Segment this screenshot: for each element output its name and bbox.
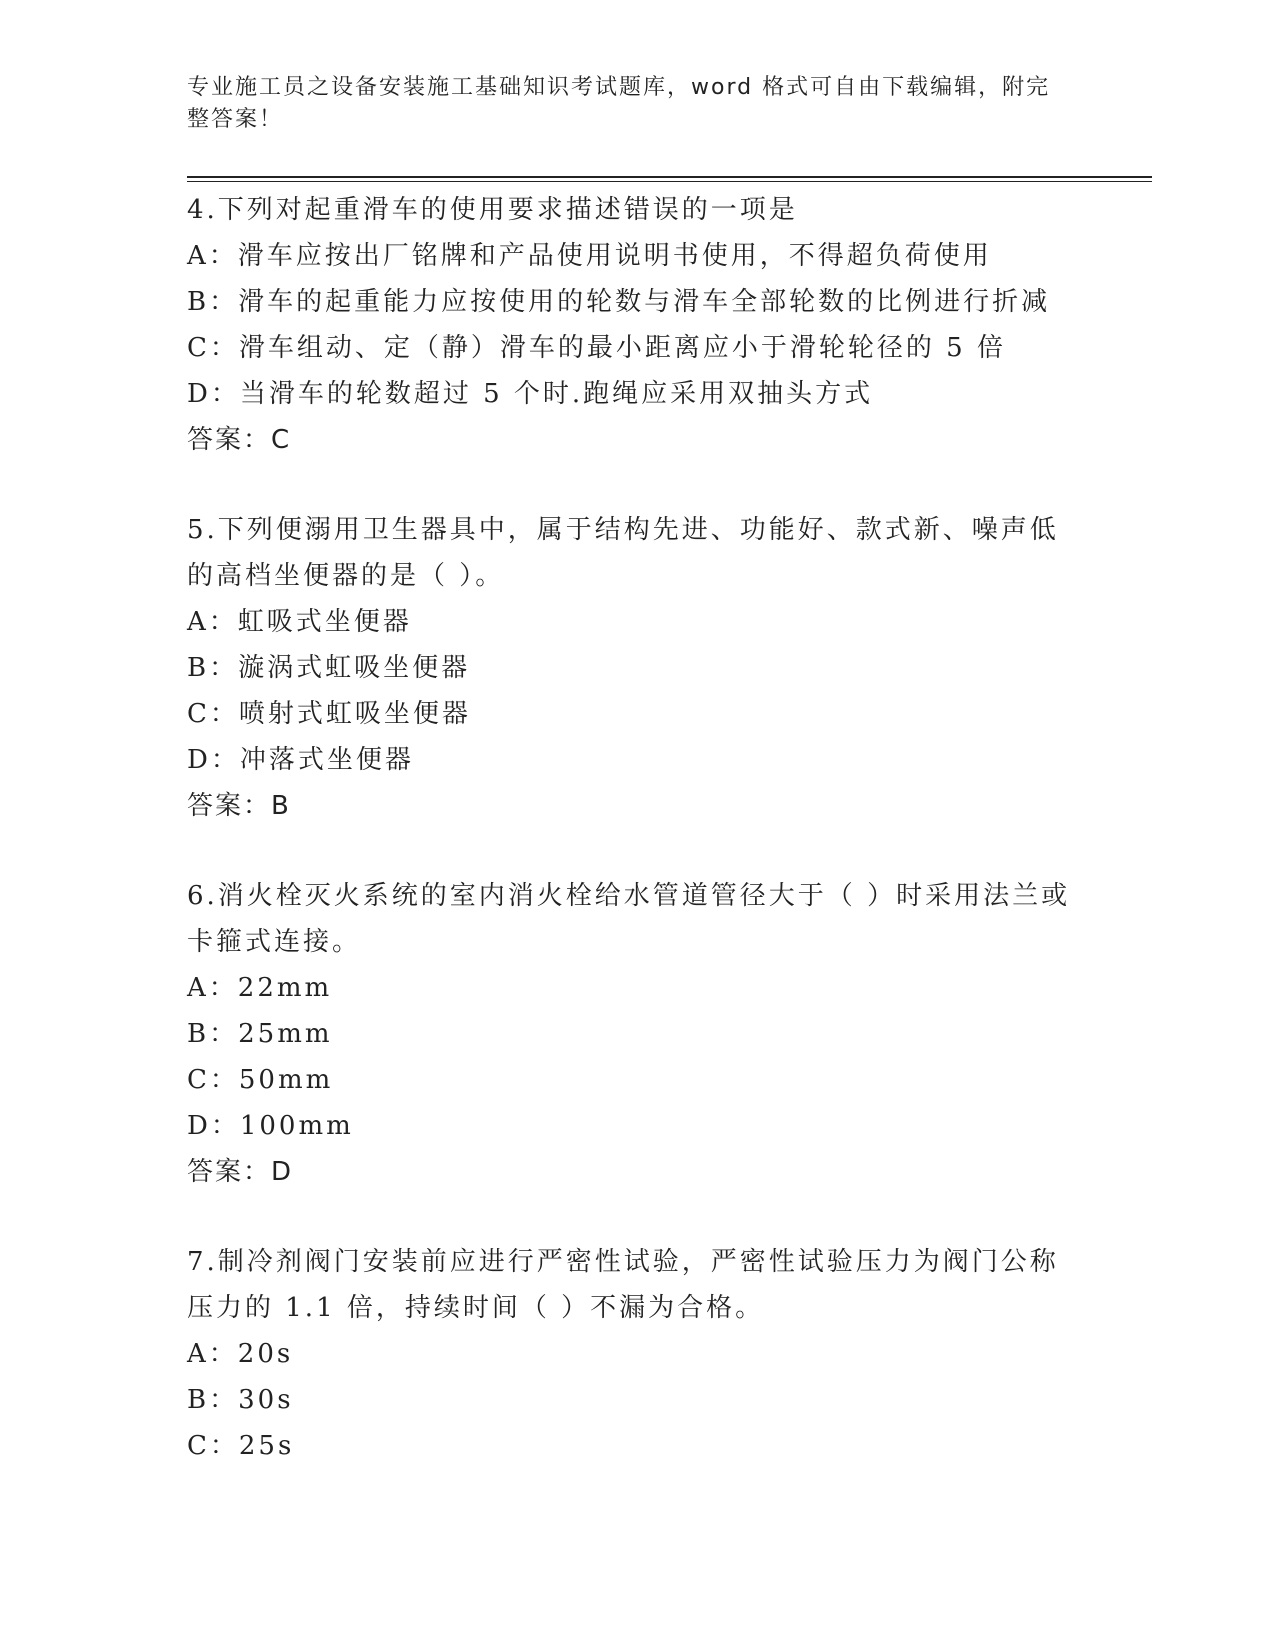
option-c: C：25s (187, 1431, 295, 1461)
answer-line: 答案：B (187, 791, 291, 821)
question-stem: 6.消火栓灭火系统的室内消火栓给水管道管径大于（ ）时采用法兰或卡箍式连接。 (187, 881, 1071, 957)
question-7 (187, 1239, 1087, 1469)
option-b: B：25mm (187, 1019, 333, 1049)
option-b: B：30s (187, 1385, 294, 1415)
option-a: A：滑车应按出厂铭牌和产品使用说明书使用，不得超负荷使用 (187, 241, 992, 271)
option-d: D：冲落式坐便器 (187, 745, 414, 775)
question-stem: 4.下列对起重滑车的使用要求描述错误的一项是 (187, 195, 798, 225)
question-stem: 5.下列便溺用卫生器具中，属于结构先进、功能好、款式新、噪声低的高档坐便器的是（ ）。 (187, 515, 1059, 591)
header-divider-thin (187, 181, 1152, 182)
question-list (187, 187, 1087, 1513)
document-header: 专业施工员之设备安装施工基础知识考试题库，word 格式可自由下载编辑，附完整答案！ (187, 75, 1051, 132)
answer-line: 答案：C (187, 425, 292, 455)
option-b: B：漩涡式虹吸坐便器 (187, 653, 471, 683)
option-d: D：当滑车的轮数超过 5 个时.跑绳应采用双抽头方式 (187, 379, 874, 409)
option-c: C：喷射式虹吸坐便器 (187, 699, 471, 729)
option-a: A：虹吸式坐便器 (187, 607, 412, 637)
header-divider-thick (187, 176, 1152, 178)
question-stem: 7.制冷剂阀门安装前应进行严密性试验，严密性试验压力为阀门公称压力的 1.1 倍，持续时间（ ）不漏为合格。 (187, 1247, 1059, 1323)
question-6 (187, 873, 1087, 1195)
question-4 (187, 187, 1087, 463)
option-b: B：滑车的起重能力应按使用的轮数与滑车全部轮数的比例进行折减 (187, 287, 1051, 317)
option-d: D：100mm (187, 1111, 354, 1141)
option-c: C：50mm (187, 1065, 334, 1095)
option-a: A：22mm (187, 973, 333, 1003)
question-5 (187, 507, 1087, 829)
option-a: A：20s (187, 1339, 294, 1369)
option-c: C：滑车组动、定（静）滑车的最小距离应小于滑轮轮径的 5 倍 (187, 333, 1006, 363)
answer-line: 答案：D (187, 1157, 294, 1187)
